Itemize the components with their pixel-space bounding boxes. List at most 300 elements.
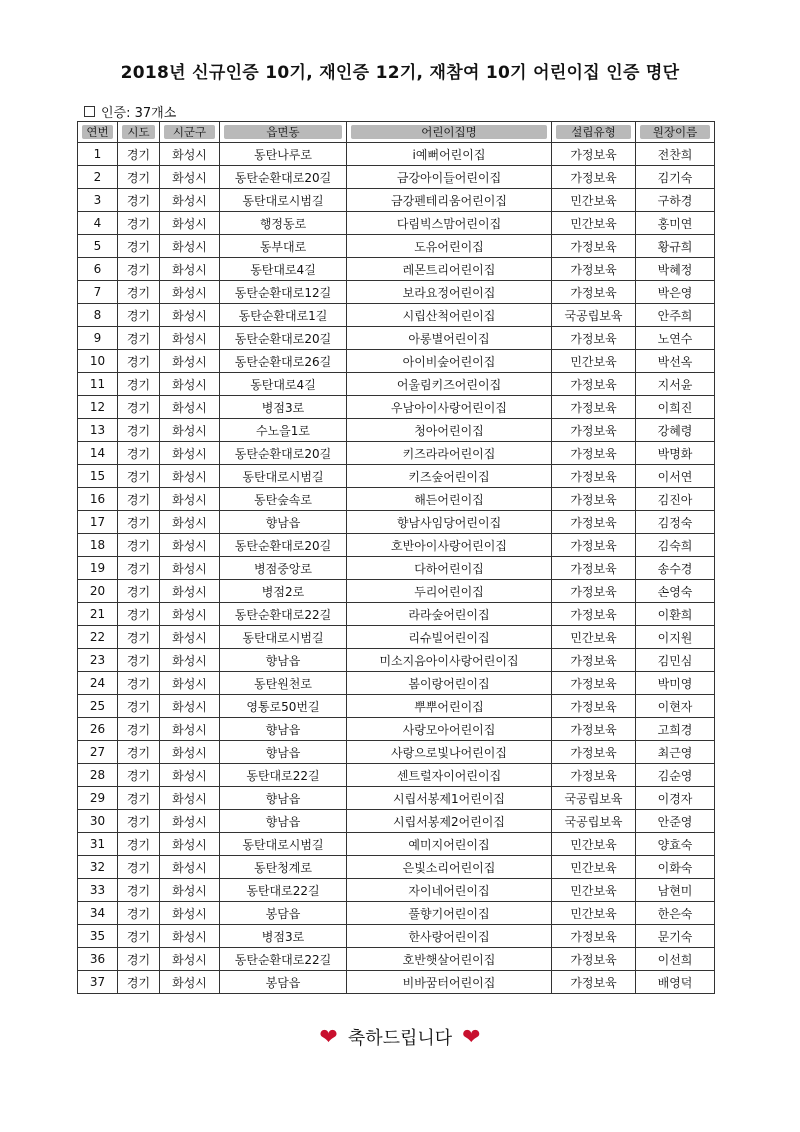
table-cell: 경기	[118, 281, 160, 304]
table-cell: 화성시	[160, 143, 220, 166]
table-cell: 가정보육	[552, 281, 636, 304]
table-cell: 키즈라라어린이집	[347, 442, 552, 465]
table-row	[78, 902, 715, 925]
table-cell: 화성시	[160, 511, 220, 534]
table-cell: 향남사임당어린이집	[347, 511, 552, 534]
table-cell: 화성시	[160, 833, 220, 856]
table-cell: 경기	[118, 258, 160, 281]
certification-count	[84, 102, 176, 121]
table-row	[78, 810, 715, 833]
table-cell: 가정보육	[552, 488, 636, 511]
page-title: 2018년 신규인증 10기, 재인증 12기, 재참여 10기 어린이집 인증 명단	[120, 63, 680, 83]
table-cell: 경기	[118, 580, 160, 603]
table-cell: 화성시	[160, 166, 220, 189]
table-cell: 예미지어린이집	[347, 833, 552, 856]
table-row	[78, 258, 715, 281]
table-cell: 경기	[118, 902, 160, 925]
header-cell: 읍면동	[220, 122, 347, 143]
table-cell: 김순영	[636, 764, 715, 787]
table-cell: 화성시	[160, 695, 220, 718]
checkbox-icon	[84, 106, 95, 117]
table-cell: 향남읍	[220, 649, 347, 672]
table-cell: 시립서봉제1어린이집	[347, 787, 552, 810]
table-row	[78, 511, 715, 534]
table-cell: 13	[78, 419, 118, 442]
table-cell: 동탄원천로	[220, 672, 347, 695]
table-cell: 금강펜테리움어린이집	[347, 189, 552, 212]
table-cell: 향남읍	[220, 810, 347, 833]
table-cell: 아롱별어린이집	[347, 327, 552, 350]
table-cell: 김정숙	[636, 511, 715, 534]
table-cell: 행정동로	[220, 212, 347, 235]
table-cell: 박혜정	[636, 258, 715, 281]
table-cell: 동탄숲속로	[220, 488, 347, 511]
table-cell: 안준영	[636, 810, 715, 833]
table-cell: 전찬희	[636, 143, 715, 166]
table-cell: 향남읍	[220, 718, 347, 741]
table-cell: 21	[78, 603, 118, 626]
table-cell: 가정보육	[552, 373, 636, 396]
table-cell: 가정보육	[552, 327, 636, 350]
table-cell: 가정보육	[552, 764, 636, 787]
table-cell: 동부대로	[220, 235, 347, 258]
table-cell: 가정보육	[552, 442, 636, 465]
table-cell: 경기	[118, 718, 160, 741]
table-row	[78, 971, 715, 994]
table-cell: 금강아이들어린이집	[347, 166, 552, 189]
table-row	[78, 350, 715, 373]
table-cell: 동탄순환대로20길	[220, 166, 347, 189]
table-cell: 병점중앙로	[220, 557, 347, 580]
table-cell: 동탄순환대로22길	[220, 603, 347, 626]
table-cell: 두리어린이집	[347, 580, 552, 603]
table-cell: 경기	[118, 649, 160, 672]
table-cell: 경기	[118, 189, 160, 212]
table-cell: 어울림키즈어린이집	[347, 373, 552, 396]
header-cell: 연번	[78, 122, 118, 143]
table-cell: 1	[78, 143, 118, 166]
table-cell: 가정보육	[552, 603, 636, 626]
table-cell: 26	[78, 718, 118, 741]
table-cell: 20	[78, 580, 118, 603]
table-cell: 화성시	[160, 327, 220, 350]
table-cell: 봉담읍	[220, 971, 347, 994]
table-cell: 최근영	[636, 741, 715, 764]
table-cell: 미소지음아이사랑어린이집	[347, 649, 552, 672]
table-cell: 이경자	[636, 787, 715, 810]
table-cell: 이현자	[636, 695, 715, 718]
table-cell: 화성시	[160, 948, 220, 971]
table-row	[78, 948, 715, 971]
table-cell: 지서윤	[636, 373, 715, 396]
table-cell: 경기	[118, 511, 160, 534]
table-cell: 한은숙	[636, 902, 715, 925]
table-cell: 비바꿈터어린이집	[347, 971, 552, 994]
table-header-row	[78, 122, 715, 143]
table-cell: 민간보육	[552, 856, 636, 879]
table-row	[78, 534, 715, 557]
table-cell: 화성시	[160, 787, 220, 810]
table-cell: 24	[78, 672, 118, 695]
table-cell: 향남읍	[220, 787, 347, 810]
table-cell: 가정보육	[552, 143, 636, 166]
table-cell: 국공립보육	[552, 810, 636, 833]
table-cell: 동탄대로시범길	[220, 189, 347, 212]
table-row	[78, 396, 715, 419]
table-cell: 35	[78, 925, 118, 948]
table-row	[78, 879, 715, 902]
table-cell: 32	[78, 856, 118, 879]
table-cell: 영통로50번길	[220, 695, 347, 718]
table-cell: 8	[78, 304, 118, 327]
table-cell: 경기	[118, 442, 160, 465]
table-row	[78, 442, 715, 465]
table-cell: 동탄순환대로12길	[220, 281, 347, 304]
table-cell: 화성시	[160, 534, 220, 557]
table-cell: 가정보육	[552, 741, 636, 764]
table-cell: 남현미	[636, 879, 715, 902]
table-cell: 10	[78, 350, 118, 373]
table-cell: 37	[78, 971, 118, 994]
table-row	[78, 603, 715, 626]
table-cell: 보라요정어린이집	[347, 281, 552, 304]
table-cell: 이선희	[636, 948, 715, 971]
table-cell: 동탄대로시범길	[220, 626, 347, 649]
table-cell: 가정보육	[552, 971, 636, 994]
table-cell: 풀향기어린이집	[347, 902, 552, 925]
table-cell: 센트럴자이어린이집	[347, 764, 552, 787]
table-cell: 7	[78, 281, 118, 304]
table-cell: 동탄순환대로1길	[220, 304, 347, 327]
table-row	[78, 580, 715, 603]
table-cell: 봉담읍	[220, 902, 347, 925]
table-cell: 가정보육	[552, 396, 636, 419]
table-row	[78, 833, 715, 856]
table-cell: 경기	[118, 925, 160, 948]
heart-icon: ❤	[319, 1024, 338, 1050]
table-cell: 아이비숲어린이집	[347, 350, 552, 373]
table-cell: 다림빅스맘어린이집	[347, 212, 552, 235]
table-cell: 가정보육	[552, 672, 636, 695]
congratulations-footer	[0, 1024, 800, 1050]
table-cell: 28	[78, 764, 118, 787]
table-cell: 사랑모아어린이집	[347, 718, 552, 741]
table-row	[78, 718, 715, 741]
table-cell: 화성시	[160, 235, 220, 258]
table-cell: i예뻐어린이집	[347, 143, 552, 166]
table-row	[78, 419, 715, 442]
table-cell: 23	[78, 649, 118, 672]
table-cell: 이희진	[636, 396, 715, 419]
table-row	[78, 166, 715, 189]
header-cell: 어린이집명	[347, 122, 552, 143]
table-cell: 경기	[118, 327, 160, 350]
table-cell: 노연수	[636, 327, 715, 350]
table-cell: 가정보육	[552, 557, 636, 580]
table-cell: 경기	[118, 764, 160, 787]
header-cell: 설립유형	[552, 122, 636, 143]
table-cell: 화성시	[160, 442, 220, 465]
table-cell: 사랑으로빛나어린이집	[347, 741, 552, 764]
table-cell: 동탄순환대로22길	[220, 948, 347, 971]
table-cell: 리슈빌어린이집	[347, 626, 552, 649]
table-cell: 경기	[118, 235, 160, 258]
table-cell: 동탄대로22길	[220, 764, 347, 787]
table-cell: 국공립보육	[552, 304, 636, 327]
table-cell: 경기	[118, 488, 160, 511]
table-cell: 화성시	[160, 718, 220, 741]
table-cell: 경기	[118, 971, 160, 994]
table-cell: 민간보육	[552, 879, 636, 902]
table-cell: 화성시	[160, 281, 220, 304]
table-cell: 민간보육	[552, 626, 636, 649]
table-cell: 15	[78, 465, 118, 488]
header-cell: 시도	[118, 122, 160, 143]
table-cell: 자이네어린이집	[347, 879, 552, 902]
table-cell: 다하어린이집	[347, 557, 552, 580]
table-cell: 19	[78, 557, 118, 580]
table-cell: 화성시	[160, 810, 220, 833]
table-cell: 화성시	[160, 465, 220, 488]
table-cell: 민간보육	[552, 212, 636, 235]
table-cell: 동탄대로4길	[220, 373, 347, 396]
table-cell: 구하경	[636, 189, 715, 212]
table-cell: 은빛소리어린이집	[347, 856, 552, 879]
table-cell: 이지원	[636, 626, 715, 649]
table-cell: 수노을1로	[220, 419, 347, 442]
table-cell: 고희경	[636, 718, 715, 741]
table-cell: 이화숙	[636, 856, 715, 879]
table-cell: 화성시	[160, 672, 220, 695]
table-cell: 화성시	[160, 396, 220, 419]
table-cell: 가정보육	[552, 166, 636, 189]
table-cell: 경기	[118, 465, 160, 488]
table-cell: 호반아이사랑어린이집	[347, 534, 552, 557]
table-row	[78, 373, 715, 396]
table-row	[78, 488, 715, 511]
table-cell: 14	[78, 442, 118, 465]
table-cell: 경기	[118, 695, 160, 718]
table-cell: 동탄대로22길	[220, 879, 347, 902]
table-cell: 박명화	[636, 442, 715, 465]
table-cell: 박은영	[636, 281, 715, 304]
table-cell: 가정보육	[552, 718, 636, 741]
table-cell: 25	[78, 695, 118, 718]
table-cell: 시립산척어린이집	[347, 304, 552, 327]
table-cell: 12	[78, 396, 118, 419]
daycare-roster-table	[77, 121, 715, 994]
table-cell: 청아어린이집	[347, 419, 552, 442]
table-cell: 김민심	[636, 649, 715, 672]
table-cell: 34	[78, 902, 118, 925]
table-cell: 가정보육	[552, 580, 636, 603]
table-cell: 병점3로	[220, 396, 347, 419]
table-cell: 김진아	[636, 488, 715, 511]
table-cell: 화성시	[160, 764, 220, 787]
table-cell: 화성시	[160, 258, 220, 281]
table-cell: 국공립보육	[552, 787, 636, 810]
table-cell: 화성시	[160, 580, 220, 603]
table-cell: 9	[78, 327, 118, 350]
table-row	[78, 672, 715, 695]
table-body	[78, 143, 715, 994]
table-cell: 4	[78, 212, 118, 235]
table-row	[78, 212, 715, 235]
table-row	[78, 143, 715, 166]
table-cell: 경기	[118, 166, 160, 189]
table-cell: 가정보육	[552, 235, 636, 258]
table-cell: 27	[78, 741, 118, 764]
table-row	[78, 695, 715, 718]
table-cell: 3	[78, 189, 118, 212]
table-cell: 김숙희	[636, 534, 715, 557]
table-row	[78, 304, 715, 327]
table-cell: 문기숙	[636, 925, 715, 948]
table-cell: 황규희	[636, 235, 715, 258]
table-cell: 시립서봉제2어린이집	[347, 810, 552, 833]
table-cell: 동탄순환대로20길	[220, 534, 347, 557]
table-cell: 뿌뿌어린이집	[347, 695, 552, 718]
table-row	[78, 327, 715, 350]
table-cell: 민간보육	[552, 350, 636, 373]
table-cell: 화성시	[160, 925, 220, 948]
table-cell: 5	[78, 235, 118, 258]
certification-count-label: 인증: 37개소	[101, 106, 177, 121]
table-cell: 화성시	[160, 626, 220, 649]
table-cell: 화성시	[160, 419, 220, 442]
table-cell: 경기	[118, 304, 160, 327]
table-row	[78, 189, 715, 212]
table-cell: 경기	[118, 350, 160, 373]
table-cell: 홍미연	[636, 212, 715, 235]
table-cell: 향남읍	[220, 741, 347, 764]
table-cell: 화성시	[160, 879, 220, 902]
table-cell: 김기숙	[636, 166, 715, 189]
table-cell: 강혜령	[636, 419, 715, 442]
table-cell: 도유어린이집	[347, 235, 552, 258]
table-cell: 양효숙	[636, 833, 715, 856]
table-cell: 경기	[118, 672, 160, 695]
table-cell: 경기	[118, 396, 160, 419]
table-cell: 민간보육	[552, 833, 636, 856]
table-cell: 병점2로	[220, 580, 347, 603]
table-cell: 경기	[118, 373, 160, 396]
table-cell: 민간보육	[552, 189, 636, 212]
table-cell: 30	[78, 810, 118, 833]
table-cell: 11	[78, 373, 118, 396]
table-row	[78, 764, 715, 787]
table-cell: 가정보육	[552, 511, 636, 534]
table-cell: 이서연	[636, 465, 715, 488]
table-cell: 가정보육	[552, 649, 636, 672]
table-row	[78, 741, 715, 764]
table-cell: 경기	[118, 603, 160, 626]
table-row	[78, 465, 715, 488]
table-cell: 경기	[118, 879, 160, 902]
congratulations-text: 축하드립니다	[347, 1028, 453, 1049]
table-cell: 동탄순환대로26길	[220, 350, 347, 373]
table-cell: 2	[78, 166, 118, 189]
table-cell: 봄이랑어린이집	[347, 672, 552, 695]
table-cell: 18	[78, 534, 118, 557]
table-cell: 22	[78, 626, 118, 649]
table-cell: 가정보육	[552, 419, 636, 442]
table-cell: 29	[78, 787, 118, 810]
table-cell: 6	[78, 258, 118, 281]
table-row	[78, 925, 715, 948]
table-cell: 16	[78, 488, 118, 511]
header-cell: 시군구	[160, 122, 220, 143]
table-cell: 박선옥	[636, 350, 715, 373]
table-cell: 가정보육	[552, 465, 636, 488]
table-row	[78, 626, 715, 649]
table-cell: 향남읍	[220, 511, 347, 534]
table-cell: 경기	[118, 557, 160, 580]
table-cell: 동탄대로시범길	[220, 833, 347, 856]
table-cell: 화성시	[160, 304, 220, 327]
heart-icon: ❤	[462, 1024, 481, 1050]
table-cell: 레몬트리어린이집	[347, 258, 552, 281]
table-cell: 가정보육	[552, 925, 636, 948]
table-cell: 화성시	[160, 488, 220, 511]
table-cell: 동탄대로시범길	[220, 465, 347, 488]
table-cell: 이환희	[636, 603, 715, 626]
table-row	[78, 649, 715, 672]
table-cell: 17	[78, 511, 118, 534]
table-cell: 가정보육	[552, 695, 636, 718]
table-cell: 한사랑어린이집	[347, 925, 552, 948]
table-cell: 병점3로	[220, 925, 347, 948]
table-cell: 동탄대로4길	[220, 258, 347, 281]
table-cell: 경기	[118, 787, 160, 810]
table-cell: 호반햇살어린이집	[347, 948, 552, 971]
table-cell: 우남아이사랑어린이집	[347, 396, 552, 419]
table-cell: 동탄순환대로20길	[220, 327, 347, 350]
table-cell: 송수경	[636, 557, 715, 580]
table-cell: 안주희	[636, 304, 715, 327]
table-cell: 라라숲어린이집	[347, 603, 552, 626]
table-row	[78, 856, 715, 879]
table-cell: 화성시	[160, 212, 220, 235]
table-row	[78, 787, 715, 810]
table-row	[78, 235, 715, 258]
table-cell: 화성시	[160, 373, 220, 396]
table-cell: 화성시	[160, 603, 220, 626]
table-cell: 경기	[118, 212, 160, 235]
table-cell: 가정보육	[552, 948, 636, 971]
table-cell: 경기	[118, 810, 160, 833]
table-cell: 해든어린이집	[347, 488, 552, 511]
table-cell: 화성시	[160, 350, 220, 373]
table-cell: 동탄순환대로20길	[220, 442, 347, 465]
table-cell: 경기	[118, 856, 160, 879]
table-cell: 경기	[118, 626, 160, 649]
table-cell: 화성시	[160, 856, 220, 879]
table-cell: 가정보육	[552, 534, 636, 557]
table-cell: 동탄나루로	[220, 143, 347, 166]
table-cell: 민간보육	[552, 902, 636, 925]
table-cell: 화성시	[160, 902, 220, 925]
table-cell: 화성시	[160, 189, 220, 212]
table-cell: 화성시	[160, 649, 220, 672]
table-cell: 경기	[118, 948, 160, 971]
table-cell: 36	[78, 948, 118, 971]
header-cell: 원장이름	[636, 122, 715, 143]
table-cell: 경기	[118, 534, 160, 557]
table-cell: 33	[78, 879, 118, 902]
table-cell: 경기	[118, 419, 160, 442]
table-cell: 화성시	[160, 971, 220, 994]
